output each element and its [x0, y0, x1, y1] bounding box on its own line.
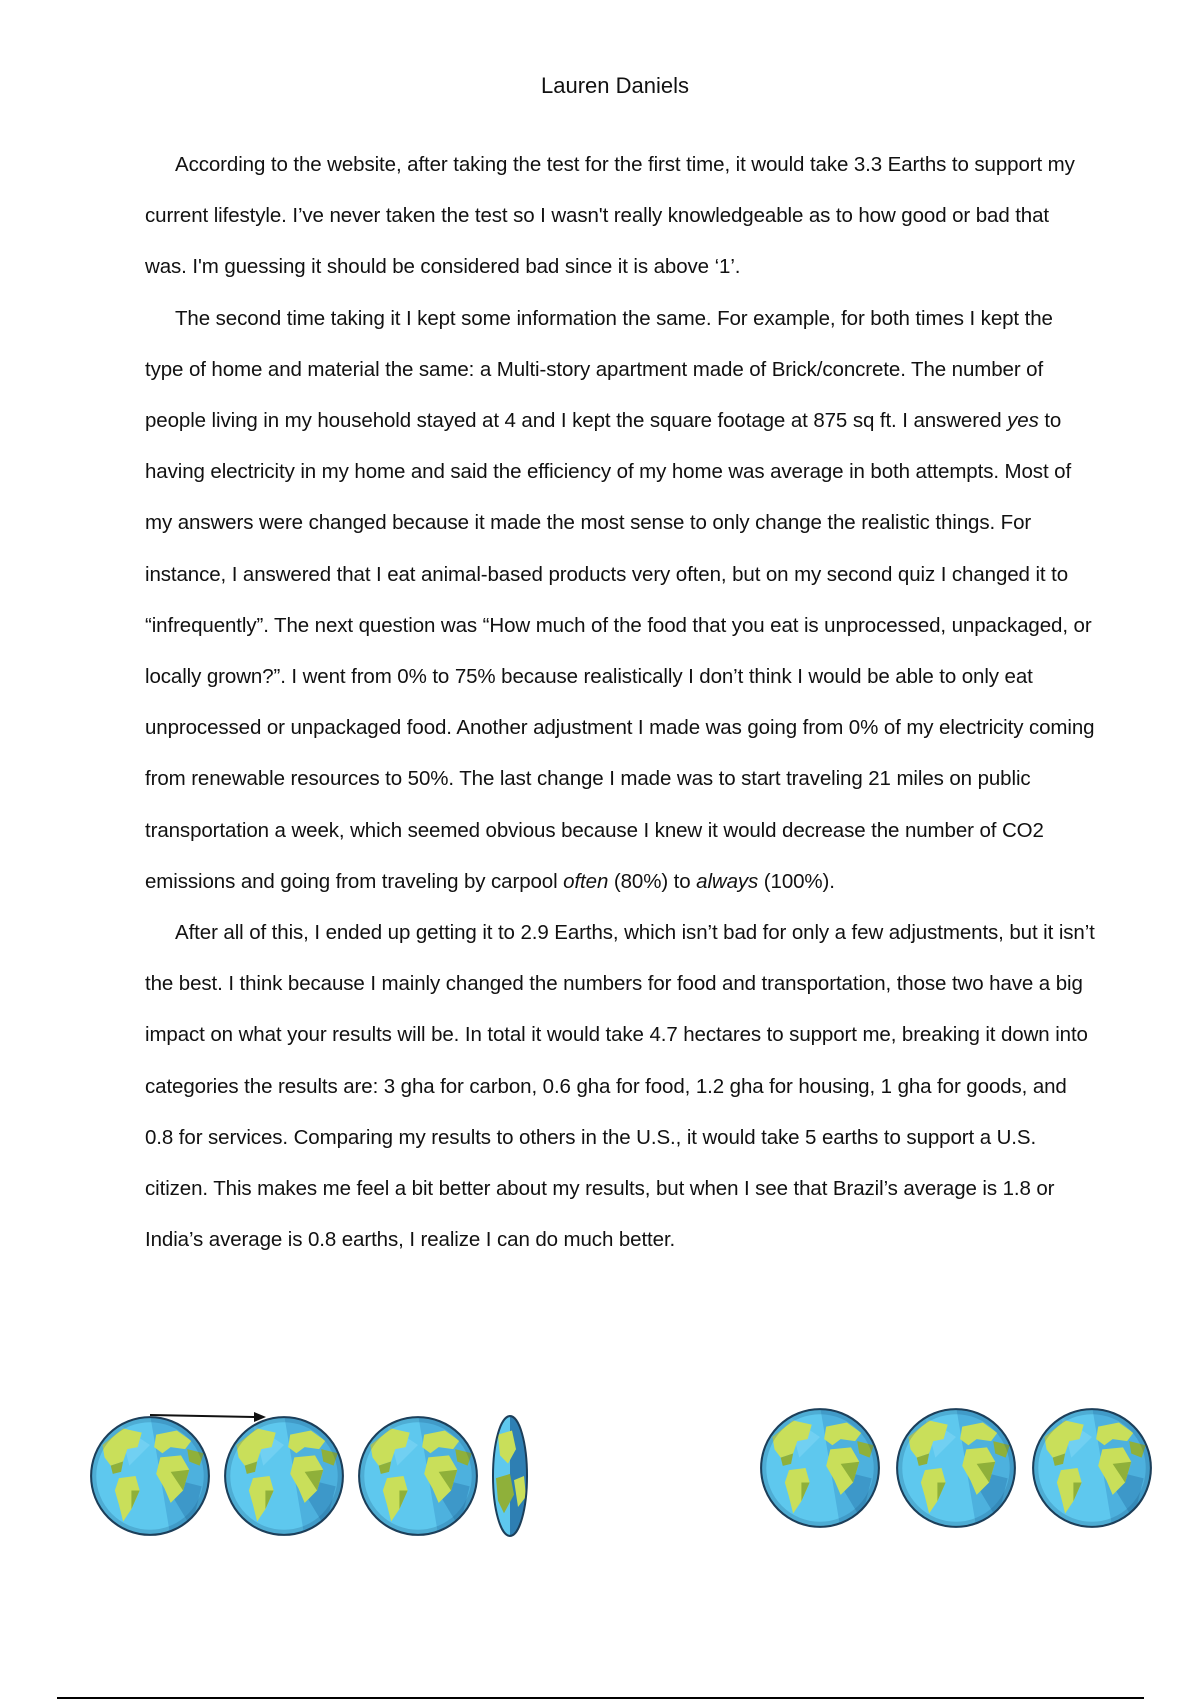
earth-globe-icon	[894, 1406, 1018, 1530]
arrow-icon	[150, 1405, 270, 1435]
paragraph-2-text-d: (100%).	[758, 869, 835, 893]
paragraph-2	[145, 293, 1095, 907]
essay-body	[145, 139, 1095, 1265]
partial-earth-globe-icon	[490, 1414, 530, 1538]
paragraph-2-text-c: (80%) to	[608, 869, 697, 893]
paragraph-2-emphasis-often: often	[563, 869, 609, 893]
paragraph-3: After all of this, I ended up getting it to 2.9 Earths, which isn’t bad for only a few adjustments, but it isn’t the best. I think because I mainly changed the numbers for food and transportation, those two have a big impact on what your results will be. In total it would take 4.7 hectares to support me, breaking it down into categories the results are: 3 gha for carbon, 0.6 gha for food, 1.2 gha for housing, 1 gha for goods, and 0.8 for services. Comparing my results to others in the U.S., it would take 5 earths to support a U.S. citizen. This makes me feel a bit better about my results, but when I see that Brazil’s average is 1.8 or India’s average is 0.8 earths, I realize I can do much better.	[145, 921, 1095, 1252]
paragraph-2-emphasis-yes: yes	[1007, 409, 1039, 433]
author-name: Lauren Daniels	[541, 73, 689, 98]
paragraph-2-text-b: to having electricity in my home and said the efficiency of my home was average in both attempts. Most of my answers were changed because it made the most sense to only change the realistic things. For instance, I answered that I eat animal-based products very often, but on my second quiz I changed it to “infrequently”. The next question was “How much of the food that you eat is unprocessed, unpackaged, or locally grown?”. I went from 0% to 75% because realistically I don’t think I would be able to only eat unprocessed or unpackaged food. Another adjustment I made was going from 0% of my electricity coming from renewable resources to 50%. The last change I made was to start traveling 21 miles on public transportation a week, which seemed obvious because I knew it would decrease the number of CO2 emissions and going from traveling by carpool	[145, 409, 1095, 893]
bottom-rule	[57, 1697, 1144, 1699]
paragraph-2-text-a: The second time taking it I kept some information the same. For example, for both times I kept the type of home and material the same: a Multi-story apartment made of Brick/concrete. The number of people living in my household stayed at 4 and I kept the square footage at 875 sq ft. I answered	[145, 306, 1053, 433]
earth-globe-icon	[758, 1406, 882, 1530]
earth-globe-icon	[356, 1414, 480, 1538]
earth-globe-icon	[1030, 1406, 1154, 1530]
paragraph-2-emphasis-always: always	[696, 869, 759, 893]
paragraph-1: According to the website, after taking the test for the first time, it would take 3.3 Earths to support my current lifestyle. I’ve never taken the test so I wasn't really knowledgeable as to how good or bad that was. I'm guessing it should be considered bad since it is above ‘1’.	[145, 153, 1075, 279]
